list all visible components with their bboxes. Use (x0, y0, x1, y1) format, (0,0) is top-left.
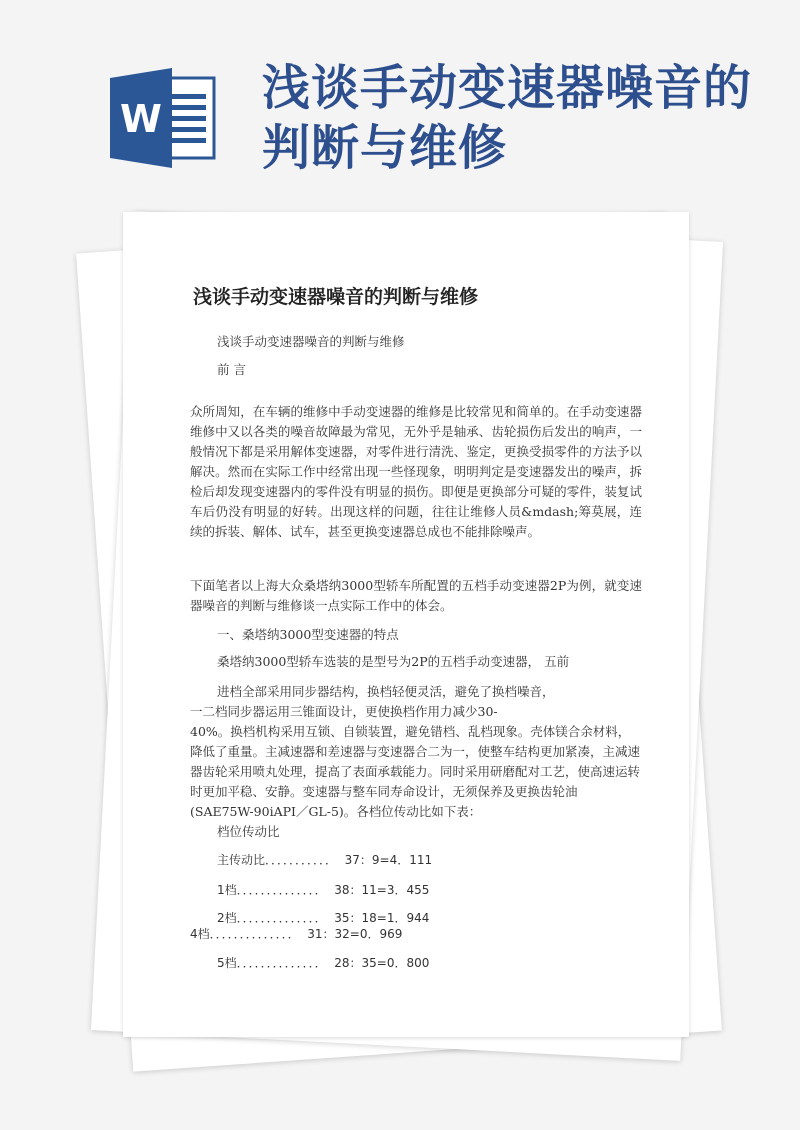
header-title-line1: 浅谈手动变速器噪音的 (262, 60, 753, 116)
section-body-line: 一二档同步器运用三锥面设计，更使换档作用力减少30- (190, 704, 498, 719)
section-intro: 桑塔纳3000型轿车选装的是型号为2P的五档手动变速器， 五前 (217, 654, 570, 669)
header-title (262, 58, 782, 178)
ratio-row: 主传动比．．．．．．．．．．． 37：9=4．111 (217, 853, 433, 867)
section-body-line: 进档全部采用同步器结构，换档轻便灵活，避免了换档噪音， (217, 684, 555, 699)
paragraph-intro: 众所周知，在车辆的维修中手动变速器的维修是比较常见和简单的。在手动变速器维修中又以各类的噪音故障最为常见，无外乎是轴承、齿轮损伤后发出的响声，一般情况下都是采用解体变速器，对零件进行清洗、鉴定，更换受损零件的方法予以解决。然而在实际工作中经常出现一些怪现象，明明判定是变速器发出的噪声，拆检后却发现变速器内的零件没有明显的损伤。即便是更换部分可疑的零件，装复试车后仍没有明显的好转。出现这样的问题，往往让维修人员&mdash;筹莫展，连续的拆装、解体、试车，甚至更换变速器总成也不能排除噪声。 (190, 404, 642, 539)
ratio-heading: 档位传动比 (217, 824, 280, 839)
header-title-line2: 判断与维修 (262, 120, 508, 176)
section-heading: 一、桑塔纳3000型变速器的特点 (217, 627, 399, 642)
document-subtitle: 浅谈手动变速器噪音的判断与维修 (217, 334, 405, 349)
section-body (190, 682, 640, 822)
document-page (123, 212, 689, 1037)
ratio-row: 5档．．．．．．．．．．．．．． 28：35=0．800 (217, 956, 430, 970)
header (0, 0, 800, 200)
preface-heading: 前 言 (217, 362, 246, 377)
word-icon-letter: W (120, 97, 162, 141)
ratio-row: 4档．．．．．．．．．．．．．． 31：32=0．969 (190, 927, 403, 941)
ratio-row: 1档．．．．．．．．．．．．．． 38：11=3．455 (217, 883, 430, 897)
document-title: 浅谈手动变速器噪音的判断与维修 (193, 286, 479, 308)
word-document-icon (110, 68, 220, 168)
paragraph-example: 下面笔者以上海大众桑塔纳3000型轿车所配置的五档手动变速器2P为例，就变速器噪音的判断与维修谈一点实际工作中的体会。 (190, 578, 642, 613)
ratio-row: 2档．．．．．．．．．．．．．． 35：18=1．944 (217, 911, 430, 925)
section-body-text: 40%。换档机构采用互锁、自锁装置，避免错档、乱档现象。壳体镁合余材料，降低了重量。主减速器和差速器与变速器合二为一，使整车结构更加紧凑，主减速器齿轮采用喷丸处理，提高了表面承载能力。同时采用研磨配对工艺，使高速运转时更加平稳、安静。变速器与整车同寿命设计，无须保养及更换齿轮油(SAE75W-90iAPI／GL-5)。各档位传动比如下表： (190, 724, 641, 819)
